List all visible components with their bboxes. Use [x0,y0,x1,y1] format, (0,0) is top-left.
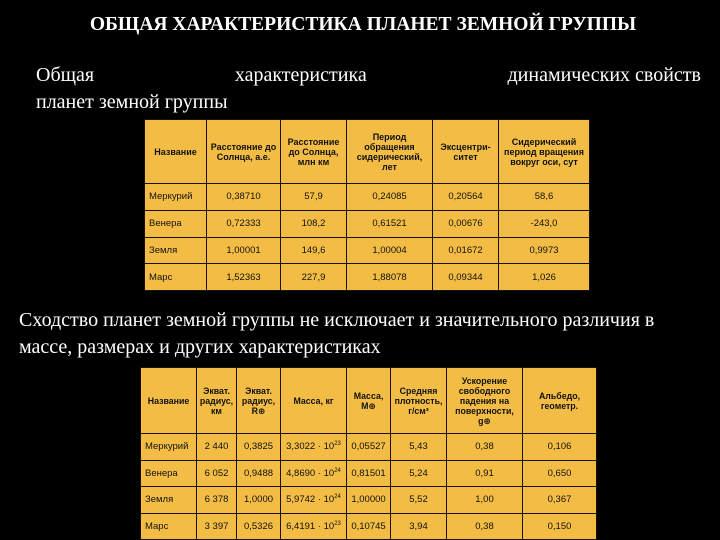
intro-line-2: планет земной группы [36,91,228,113]
header-cell: Альбедо, геометр. [523,368,597,434]
intro-word-2: характеристика [234,64,367,86]
table-cell: 0,9973 [499,237,590,264]
table-cell: 1,026 [499,264,590,291]
mass-cell [281,487,347,514]
mass-mantissa: 5,9742 · 10 [286,494,335,506]
table-row [145,237,590,264]
table-cell: 0,650 [523,460,597,487]
physical-table-grid [140,367,597,540]
table-row [141,513,597,540]
header-cell: Название [145,120,207,184]
header-cell: Период обращения сидерический, лет [347,120,433,184]
planet-name: Венера [141,460,197,487]
table-cell: 0,05527 [347,434,391,461]
table-row [141,460,597,487]
header-cell: Экват. радиус, R⊕ [237,368,281,434]
table-cell: 0,10745 [347,513,391,540]
table-cell: 108,2 [281,210,347,237]
dynamics-table [144,119,590,291]
table-cell: 3 397 [197,513,237,540]
table-cell: 0,38710 [207,184,281,211]
planet-name: Марс [141,513,197,540]
similarity-paragraph: Сходство планет земной группы не исключает и значительного различия в массе, размерах и других характеристиках [19,309,655,358]
table-cell: 0,91 [447,460,523,487]
mass-exponent: 23 [334,441,341,448]
planet-name: Марс [145,264,207,291]
table-cell: 0,5326 [237,513,281,540]
mass-mantissa: 4,8690 · 10 [286,467,335,479]
planet-name: Земля [145,237,207,264]
table-cell: 0,72333 [207,210,281,237]
header-cell: Название [141,368,197,434]
table-cell: 1,00001 [207,237,281,264]
mass-exponent: 23 [334,520,341,527]
intro-paragraph [36,62,701,116]
table-cell: 1,00 [447,487,523,514]
slide-title: ОБЩАЯ ХАРАКТЕРИСТИКА ПЛАНЕТ ЗЕМНОЙ ГРУППЫ [89,14,637,35]
header-cell: Сидерический период вращения вокруг оси, сут [499,120,590,184]
header-cell: Ускорение свободного падения на поверхности, g⊕ [447,368,523,434]
table-row [141,434,597,461]
table-cell: 5,24 [391,460,447,487]
mass-cell [281,434,347,461]
header-cell: Расстояние до Солнца, а.е. [207,120,281,184]
header-cell: Эксцентри-ситет [433,120,499,184]
mass-mantissa: 3,3022 · 10 [286,441,335,453]
table-header-row [141,368,597,434]
header-cell: Средняя плотность, г/см³ [391,368,447,434]
mass-exponent: 24 [334,467,341,474]
table-cell: 0,81501 [347,460,391,487]
table-cell: 1,00000 [347,487,391,514]
table-cell: 0,106 [523,434,597,461]
mass-cell [281,460,347,487]
table-cell: 3,94 [391,513,447,540]
table-cell: 1,00004 [347,237,433,264]
table-cell: 57,9 [281,184,347,211]
table-row [145,210,590,237]
mass-mantissa: 6,4191 · 10 [286,520,335,532]
table-row [141,487,597,514]
header-cell: Масса, M⊕ [347,368,391,434]
table-cell: 0,38 [447,434,523,461]
table-cell: 0,38 [447,513,523,540]
header-cell: Расстояние до Солнца, млн км [281,120,347,184]
planet-name: Венера [145,210,207,237]
table-cell: 0,01672 [433,237,499,264]
table-cell: 0,09344 [433,264,499,291]
planet-name: Меркурий [141,434,197,461]
header-cell: Масса, кг [281,368,347,434]
table-cell: 6 052 [197,460,237,487]
table-cell: 0,61521 [347,210,433,237]
table-cell: -243,0 [499,210,590,237]
physical-table [140,367,597,540]
planet-name: Меркурий [145,184,207,211]
table-cell: 0,24085 [347,184,433,211]
table-cell: 2 440 [197,434,237,461]
table-row [145,184,590,211]
table-cell: 58,6 [499,184,590,211]
table-cell: 1,52363 [207,264,281,291]
intro-line-1 [36,62,701,89]
intro-word-1: Общая [36,64,95,86]
dynamics-table-grid [144,119,590,291]
mass-exponent: 24 [334,494,341,501]
mass-cell [281,513,347,540]
table-cell: 0,20564 [433,184,499,211]
table-cell: 0,150 [523,513,597,540]
table-row [145,264,590,291]
table-cell: 0,3825 [237,434,281,461]
table-cell: 227,9 [281,264,347,291]
table-cell: 5,52 [391,487,447,514]
table-header-row [145,120,590,184]
table-cell: 5,43 [391,434,447,461]
table-cell: 1,0000 [237,487,281,514]
table-cell: 0,00676 [433,210,499,237]
intro-word-3: динамических свойств [507,64,701,86]
planet-name: Земля [141,487,197,514]
table-cell: 149,6 [281,237,347,264]
table-cell: 0,9488 [237,460,281,487]
table-cell: 0,367 [523,487,597,514]
header-cell: Экват. радиус, км [197,368,237,434]
table-cell: 6 378 [197,487,237,514]
table-cell: 1,88078 [347,264,433,291]
